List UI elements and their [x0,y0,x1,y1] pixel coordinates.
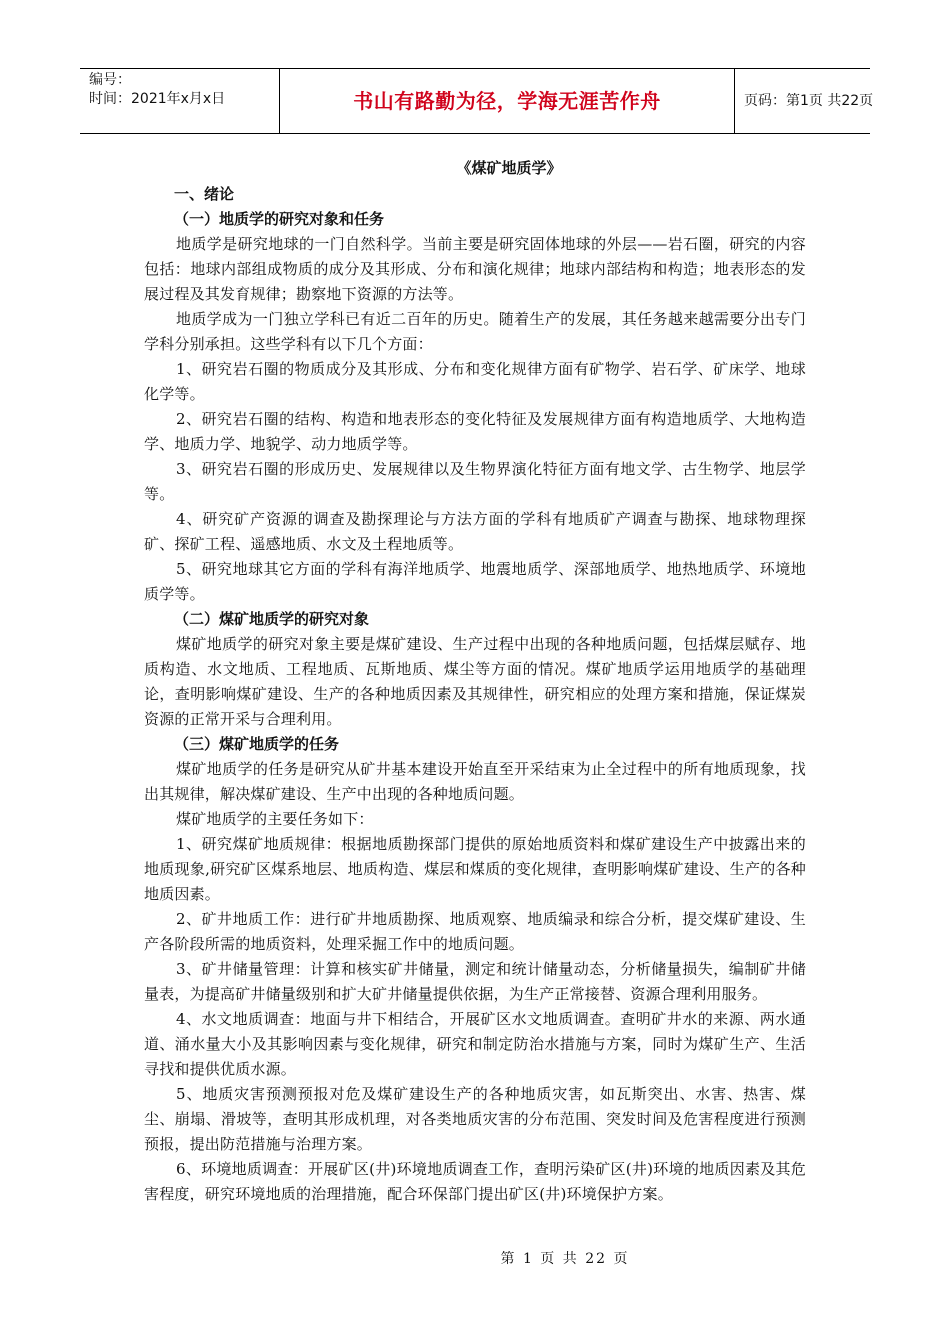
document-date-label: 时间：2021年x月x日 [89,91,226,107]
paragraph: 煤矿地质学的主要任务如下： [176,810,374,828]
document-body [144,156,806,1207]
subsection-heading-1: （一）地质学的研究对象和任务 [174,210,385,228]
paragraph: 煤矿地质学的研究对象主要是煤矿建设、生产过程中出现的各种地质问题，包括煤层赋存、地质构造、水文地质、工程地质、瓦斯地质、煤尘等方面的情况。煤矿地质学运用地质学的基础理论，查明影响煤矿建设、生产的各种地质因素及其规律性，研究相应的处理方案和措施，保证煤炭资源的正常开采与合理利用。 [144,635,806,728]
list-item: 2、矿井地质工作：进行矿井地质勘探、地质观察、地质编录和综合分析，提交煤矿建设、生产各阶段所需的地质资料，处理采掘工作中的地质问题。 [144,910,806,953]
subsection-heading-2: （二）煤矿地质学的研究对象 [174,610,370,628]
list-item: 5、地质灾害预测预报对危及煤矿建设生产的各种地质灾害，如瓦斯突出、水害、热害、煤尘、崩塌、滑坡等，查明其形成机理，对各类地质灾害的分布范围、突发时间及危害程度进行预测预报，提出防范措施与治理方案。 [144,1085,806,1153]
section-heading-introduction: 一、绪论 [174,185,235,203]
document-title: 《煤矿地质学》 [456,159,562,177]
paragraph: 地质学是研究地球的一门自然科学。当前主要是研究固体地球的外层——岩石圈，研究的内容包括：地球内部组成物质的成分及其形成、分布和演化规律；地球内部结构和构造；地表形态的发展过程及其发育规律；勘察地下资源的方法等。 [144,235,806,303]
list-item: 2、研究岩石圈的结构、构造和地表形态的变化特征及发展规律方面有构造地质学、大地构造学、地质力学、地貌学、动力地质学等。 [144,410,806,453]
list-item: 4、水文地质调查：地面与井下相结合，开展矿区水文地质调查。查明矿井水的来源、两水通道、涌水量大小及其影响因素与变化规律，研究和制定防治水措施与方案，同时为煤矿生产、生活寻找和提供优质水源。 [144,1010,806,1078]
list-item: 1、研究煤矿地质规律：根据地质勘探部门提供的原始地质资料和煤矿建设生产中披露出来的地质现象,研究矿区煤系地层、地质构造、煤层和煤质的变化规律，查明影响煤矿建设、生产的各种地质因素。 [144,835,806,903]
list-item: 5、研究地球其它方面的学科有海洋地质学、地震地质学、深部地质学、地热地质学、环境地质学等。 [144,560,806,603]
page-footer: 第 1 页 共 22 页 [500,1251,630,1267]
list-item: 3、矿井储量管理：计算和核实矿井储量，测定和统计储量动态，分析储量损失，编制矿井储量表，为提高矿井储量级别和扩大矿井储量提供依据，为生产正常接替、资源合理利用服务。 [144,960,806,1003]
list-item: 1、研究岩石圈的物质成分及其形成、分布和变化规律方面有矿物学、岩石学、矿床学、地球化学等。 [144,360,806,403]
list-item: 4、研究矿产资源的调查及勘探理论与方法方面的学科有地质矿产调查与勘探、地球物理探矿、探矿工程、遥感地质、水文及土程地质等。 [144,510,806,553]
header-page-info: 页码：第1页 共22页 [744,93,874,109]
paragraph: 地质学成为一门独立学科已有近二百年的历史。随着生产的发展，其任务越来越需要分出专门学科分别承担。这些学科有以下几个方面： [144,310,806,353]
header-motto: 书山有路勤为径，学海无涯苦作舟 [280,69,735,133]
list-item: 3、研究岩石圈的形成历史、发展规律以及生物界演化特征方面有地文学、古生物学、地层学等。 [144,460,806,503]
document-number-label: 编号： [89,72,131,88]
paragraph: 煤矿地质学的任务是研究从矿井基本建设开始直至开采结束为止全过程中的所有地质现象，找出其规律，解决煤矿建设、生产中出现的各种地质问题。 [144,760,806,803]
page-header [80,68,874,134]
list-item: 6、环境地质调查：开展矿区(井)环境地质调查工作，查明污染矿区(井)环境的地质因素及其危害程度，研究环境地质的治理措施，配合环保部门提出矿区(井)环境保护方案。 [144,1160,806,1203]
subsection-heading-3: （三）煤矿地质学的任务 [174,735,340,753]
header-meta-cell [80,69,280,133]
